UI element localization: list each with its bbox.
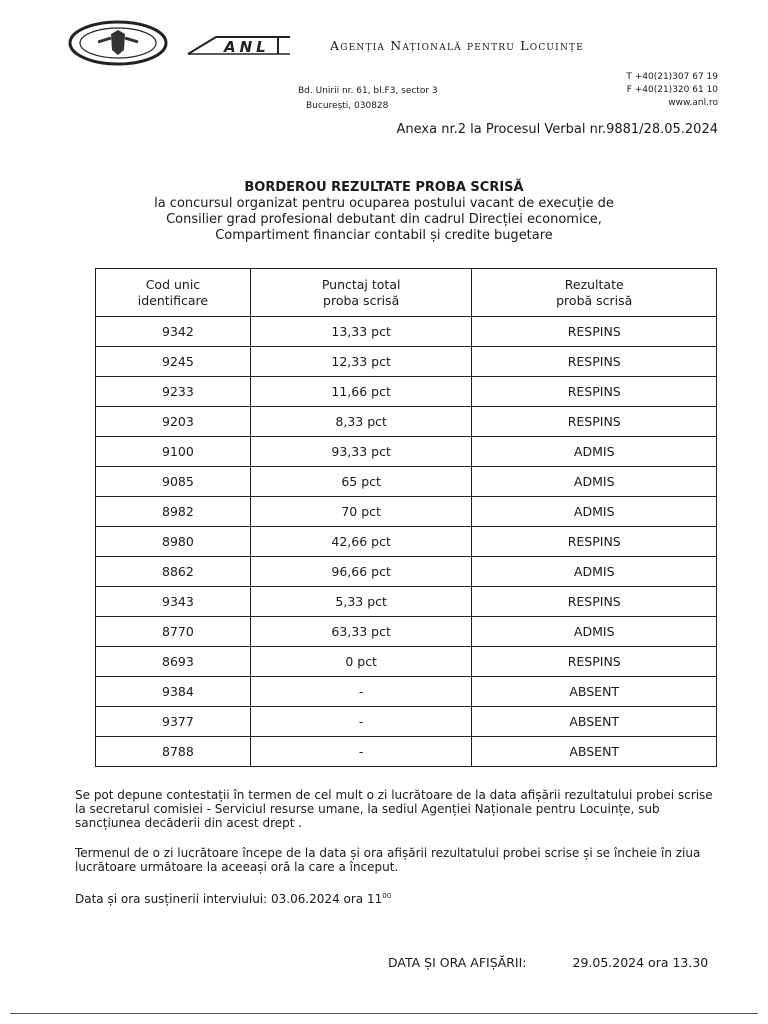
cell-result: RESPINS <box>472 347 717 377</box>
cell-code: 8788 <box>96 737 251 767</box>
anl-logo <box>186 34 296 56</box>
term-note: Termenul de o zi lucrătoare începe de la data și ora afișării rezultatului probei scrise și se încheie în ziua lucrătoare următoare la aceeași oră la care a început. <box>75 846 701 874</box>
table-row <box>96 377 717 407</box>
cell-score: 42,66 pct <box>250 527 472 557</box>
title-line-2: Consilier grad profesional debutant din cadrul Direcției economice, <box>166 212 602 227</box>
cell-score: 96,66 pct <box>250 557 472 587</box>
header-score-line-1: Punctaj total <box>321 276 401 292</box>
table-row <box>96 617 717 647</box>
cell-score: 70 pct <box>250 497 472 527</box>
cell-result: RESPINS <box>472 407 717 437</box>
header-score <box>250 269 472 317</box>
posting-date <box>388 955 708 970</box>
contact-block <box>626 71 718 110</box>
table-row <box>96 407 717 437</box>
cell-result: RESPINS <box>472 527 717 557</box>
cell-result: RESPINS <box>472 317 717 347</box>
cell-code: 9203 <box>96 407 251 437</box>
cell-result: ADMIS <box>472 497 717 527</box>
interview-date-text: Data și ora susținerii interviului: 03.06.2024 ora 11 <box>75 892 383 906</box>
cell-score: 93,33 pct <box>250 437 472 467</box>
title-heading: BORDEROU REZULTATE PROBA SCRISĂ <box>244 180 524 195</box>
cell-code: 8862 <box>96 557 251 587</box>
table-header-row <box>96 269 717 317</box>
title-line-3: Compartiment financiar contabil și credite bugetare <box>215 228 553 243</box>
table-row <box>96 347 717 377</box>
cell-code: 9233 <box>96 377 251 407</box>
address-line-2: București, 030828 <box>306 101 389 111</box>
cell-score: - <box>250 737 472 767</box>
table-row <box>96 437 717 467</box>
cell-result: RESPINS <box>472 377 717 407</box>
interview-date-minutes: 00 <box>382 892 392 900</box>
cell-result: RESPINS <box>472 587 717 617</box>
cell-code: 9245 <box>96 347 251 377</box>
table-row <box>96 677 717 707</box>
posting-date-value: 29.05.2024 ora 13.30 <box>572 955 709 970</box>
cell-score: 0 pct <box>250 647 472 677</box>
cell-score: - <box>250 677 472 707</box>
cell-code: 8980 <box>96 527 251 557</box>
header-code-line-2: identificare <box>137 292 209 308</box>
cell-result: ABSENT <box>472 737 717 767</box>
cell-code: 9384 <box>96 677 251 707</box>
website: www.anl.ro <box>668 98 718 108</box>
header-result-line-2: probă scrisă <box>556 292 633 308</box>
cell-score: 12,33 pct <box>250 347 472 377</box>
cell-code: 8770 <box>96 617 251 647</box>
cell-code: 8982 <box>96 497 251 527</box>
cell-result: ABSENT <box>472 707 717 737</box>
cell-code: 8693 <box>96 647 251 677</box>
header-score-line-2: proba scrisă <box>323 292 400 308</box>
annex-reference: Anexa nr.2 la Procesul Verbal nr.9881/28.05.2024 <box>396 122 718 137</box>
cell-result: ADMIS <box>472 557 717 587</box>
cell-score: 65 pct <box>250 467 472 497</box>
cell-score: 8,33 pct <box>250 407 472 437</box>
title-line-1: la concursul organizat pentru ocuparea postului vacant de execuție de <box>154 196 614 211</box>
results-table <box>95 268 717 767</box>
cell-score: - <box>250 707 472 737</box>
cell-code: 9342 <box>96 317 251 347</box>
bottom-divider <box>10 1013 758 1014</box>
header-code-line-1: Cod unic <box>145 276 201 292</box>
cell-score: 5,33 pct <box>250 587 472 617</box>
cell-result: RESPINS <box>472 647 717 677</box>
address-block <box>298 84 438 114</box>
cell-score: 11,66 pct <box>250 377 472 407</box>
table-row <box>96 647 717 677</box>
svg-text:ANL: ANL <box>224 38 270 56</box>
table-row <box>96 317 717 347</box>
cell-code: 9343 <box>96 587 251 617</box>
cell-result: ADMIS <box>472 437 717 467</box>
table-row <box>96 587 717 617</box>
cell-code: 9100 <box>96 437 251 467</box>
header-result-line-1: Rezultate <box>564 276 624 292</box>
fax-number: F +40(21)320 61 10 <box>626 85 718 95</box>
results-table-body <box>96 317 717 767</box>
phone-number: T +40(21)307 67 19 <box>626 72 718 82</box>
cell-result: ABSENT <box>472 677 717 707</box>
table-row <box>96 557 717 587</box>
header-result <box>472 269 717 317</box>
contestation-note: Se pot depune contestații în termen de cel mult o zi lucrătoare de la data afișării rezultatului probei scrise la secretarul comisiei - Serviciul resurse umane, la sediul Agenției Naționale pentru Locuințe, sub sancțiunea decăderii din acest drept . <box>75 788 713 830</box>
table-row <box>96 707 717 737</box>
address-line-1: Bd. Unirii nr. 61, bl.F3, sector 3 <box>298 86 438 96</box>
table-row <box>96 527 717 557</box>
government-seal-logo <box>68 20 168 66</box>
cell-result: ADMIS <box>472 617 717 647</box>
table-row <box>96 497 717 527</box>
interview-date <box>75 889 720 906</box>
cell-score: 13,33 pct <box>250 317 472 347</box>
cell-code: 9377 <box>96 707 251 737</box>
table-row <box>96 467 717 497</box>
document-title <box>0 180 768 244</box>
header-code <box>96 269 251 317</box>
table-row <box>96 737 717 767</box>
cell-result: ADMIS <box>472 467 717 497</box>
cell-score: 63,33 pct <box>250 617 472 647</box>
posting-date-label: DATA ȘI ORA AFIȘĂRII: <box>388 955 527 970</box>
agency-name: Agenția Națională pentru Locuințe <box>330 38 584 53</box>
cell-code: 9085 <box>96 467 251 497</box>
